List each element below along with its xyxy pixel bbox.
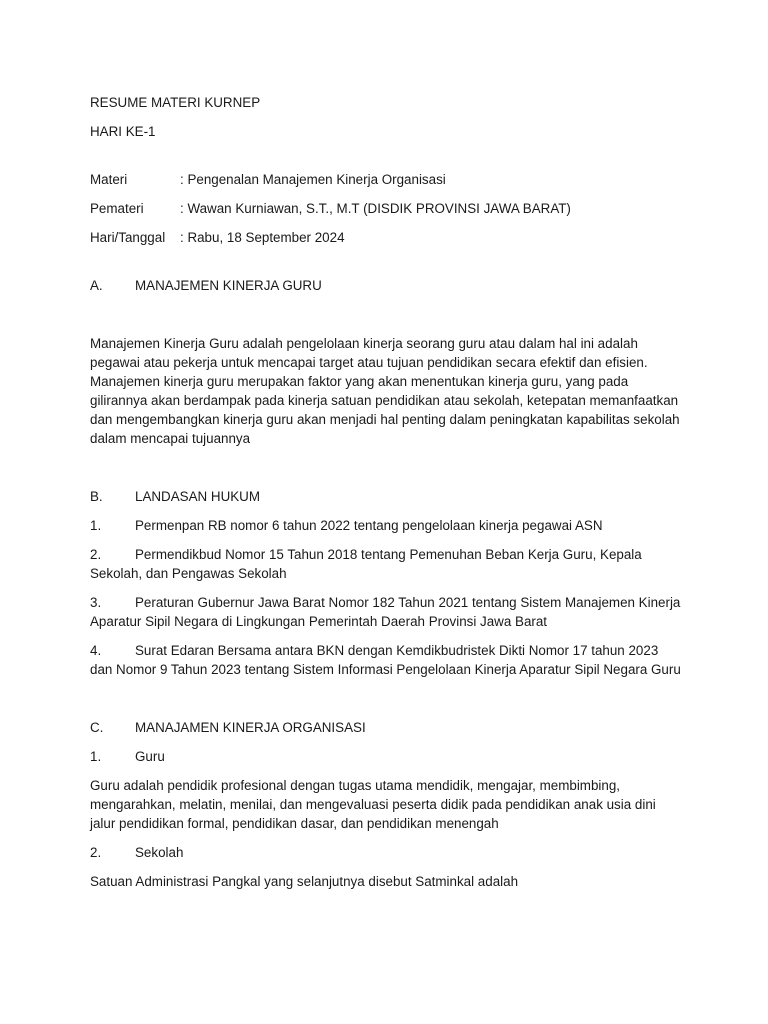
meta-value: : Wawan Kurniawan, S.T., M.T (DISDIK PROVINSI JAWA BARAT) xyxy=(180,201,571,216)
meta-row-pemateri xyxy=(90,199,682,218)
item-number: 4. xyxy=(90,643,102,658)
section-number: A. xyxy=(90,278,103,293)
legal-basis-item xyxy=(90,545,682,583)
day-label: HARI KE-1 xyxy=(90,124,156,139)
section-a-body: Manajemen Kinerja Guru adalah pengelolaan kinerja seorang guru atau dalam hal ini adalah pegawai atau pekerja untuk mencapai target atau tujuan pendidikan secara efektif dan efisien. Manajemen kinerja guru merupakan faktor yang akan menentukan kinerja guru, yang pada gilirannya akan berdampak pada kinerja satuan pendidikan atau sekolah, ketepatan memanfaatkan dan mengembangkan kinerja guru akan menjadi hal penting dalam peningkatan kapabilitas sekolah dalam mencapai tujuannya xyxy=(90,336,680,446)
section-a-heading xyxy=(90,276,682,295)
meta-row-tanggal xyxy=(90,228,682,247)
section-title: LANDASAN HUKUM xyxy=(135,489,261,504)
subsection-guru-heading xyxy=(90,747,682,766)
item-number: 2. xyxy=(90,547,102,562)
item-text: Permenpan RB nomor 6 tahun 2022 tentang pengelolaan kinerja pegawai ASN xyxy=(135,518,603,533)
legal-basis-item xyxy=(90,641,682,679)
subsection-sekolah-heading xyxy=(90,843,682,862)
item-text: Permendikbud Nomor 15 Tahun 2018 tentang Pemenuhan Beban Kerja Guru, Kepala Sekolah, dan Pengawas Sekolah xyxy=(90,547,642,581)
meta-row-materi xyxy=(90,170,682,189)
subsection-sekolah-body: Satuan Administrasi Pangkal yang selanjutnya disebut Satminkal adalah xyxy=(90,874,519,889)
meta-label: Hari/Tanggal xyxy=(90,230,166,245)
meta-label: Materi xyxy=(90,172,128,187)
legal-basis-item xyxy=(90,593,682,631)
subsection-number: 2. xyxy=(90,845,102,860)
document-title: RESUME MATERI KURNEP xyxy=(90,95,261,110)
item-text: Peraturan Gubernur Jawa Barat Nomor 182 Tahun 2021 tentang Sistem Manajemen Kinerja Aparatur Sipil Negara di Lingkungan Pemerintah Daerah Provinsi Jawa Barat xyxy=(90,595,681,629)
meta-value: : Pengenalan Manajemen Kinerja Organisasi xyxy=(180,172,446,187)
section-b-heading xyxy=(90,487,682,506)
subsection-number: 1. xyxy=(90,749,102,764)
section-number: C. xyxy=(90,720,104,735)
section-c-heading xyxy=(90,718,682,737)
subsection-title: Sekolah xyxy=(135,845,184,860)
item-number: 1. xyxy=(90,518,102,533)
subsection-guru-body: Guru adalah pendidik profesional dengan tugas utama mendidik, mengajar, membimbing, mengarahkan, melatin, menilai, dan mengevaluasi peserta didik pada pendidikan anak usia dini jalur pendidikan formal, pendidikan dasar, dan pendidikan menengah xyxy=(90,778,656,831)
meta-value: : Rabu, 18 September 2024 xyxy=(180,230,345,245)
item-number: 3. xyxy=(90,595,102,610)
document-content xyxy=(90,93,682,891)
subsection-title: Guru xyxy=(135,749,165,764)
meta-label: Pemateri xyxy=(90,201,144,216)
section-title: MANAJEMEN KINERJA GURU xyxy=(135,278,322,293)
item-text: Surat Edaran Bersama antara BKN dengan Kemdikbudristek Dikti Nomor 17 tahun 2023 dan Nomor 9 Tahun 2023 tentang Sistem Informasi Pengelolaan Kinerja Aparatur Sipil Negara Guru xyxy=(90,643,681,677)
section-number: B. xyxy=(90,489,103,504)
section-title: MANAJAMEN KINERJA ORGANISASI xyxy=(135,720,366,735)
legal-basis-item xyxy=(90,516,682,535)
